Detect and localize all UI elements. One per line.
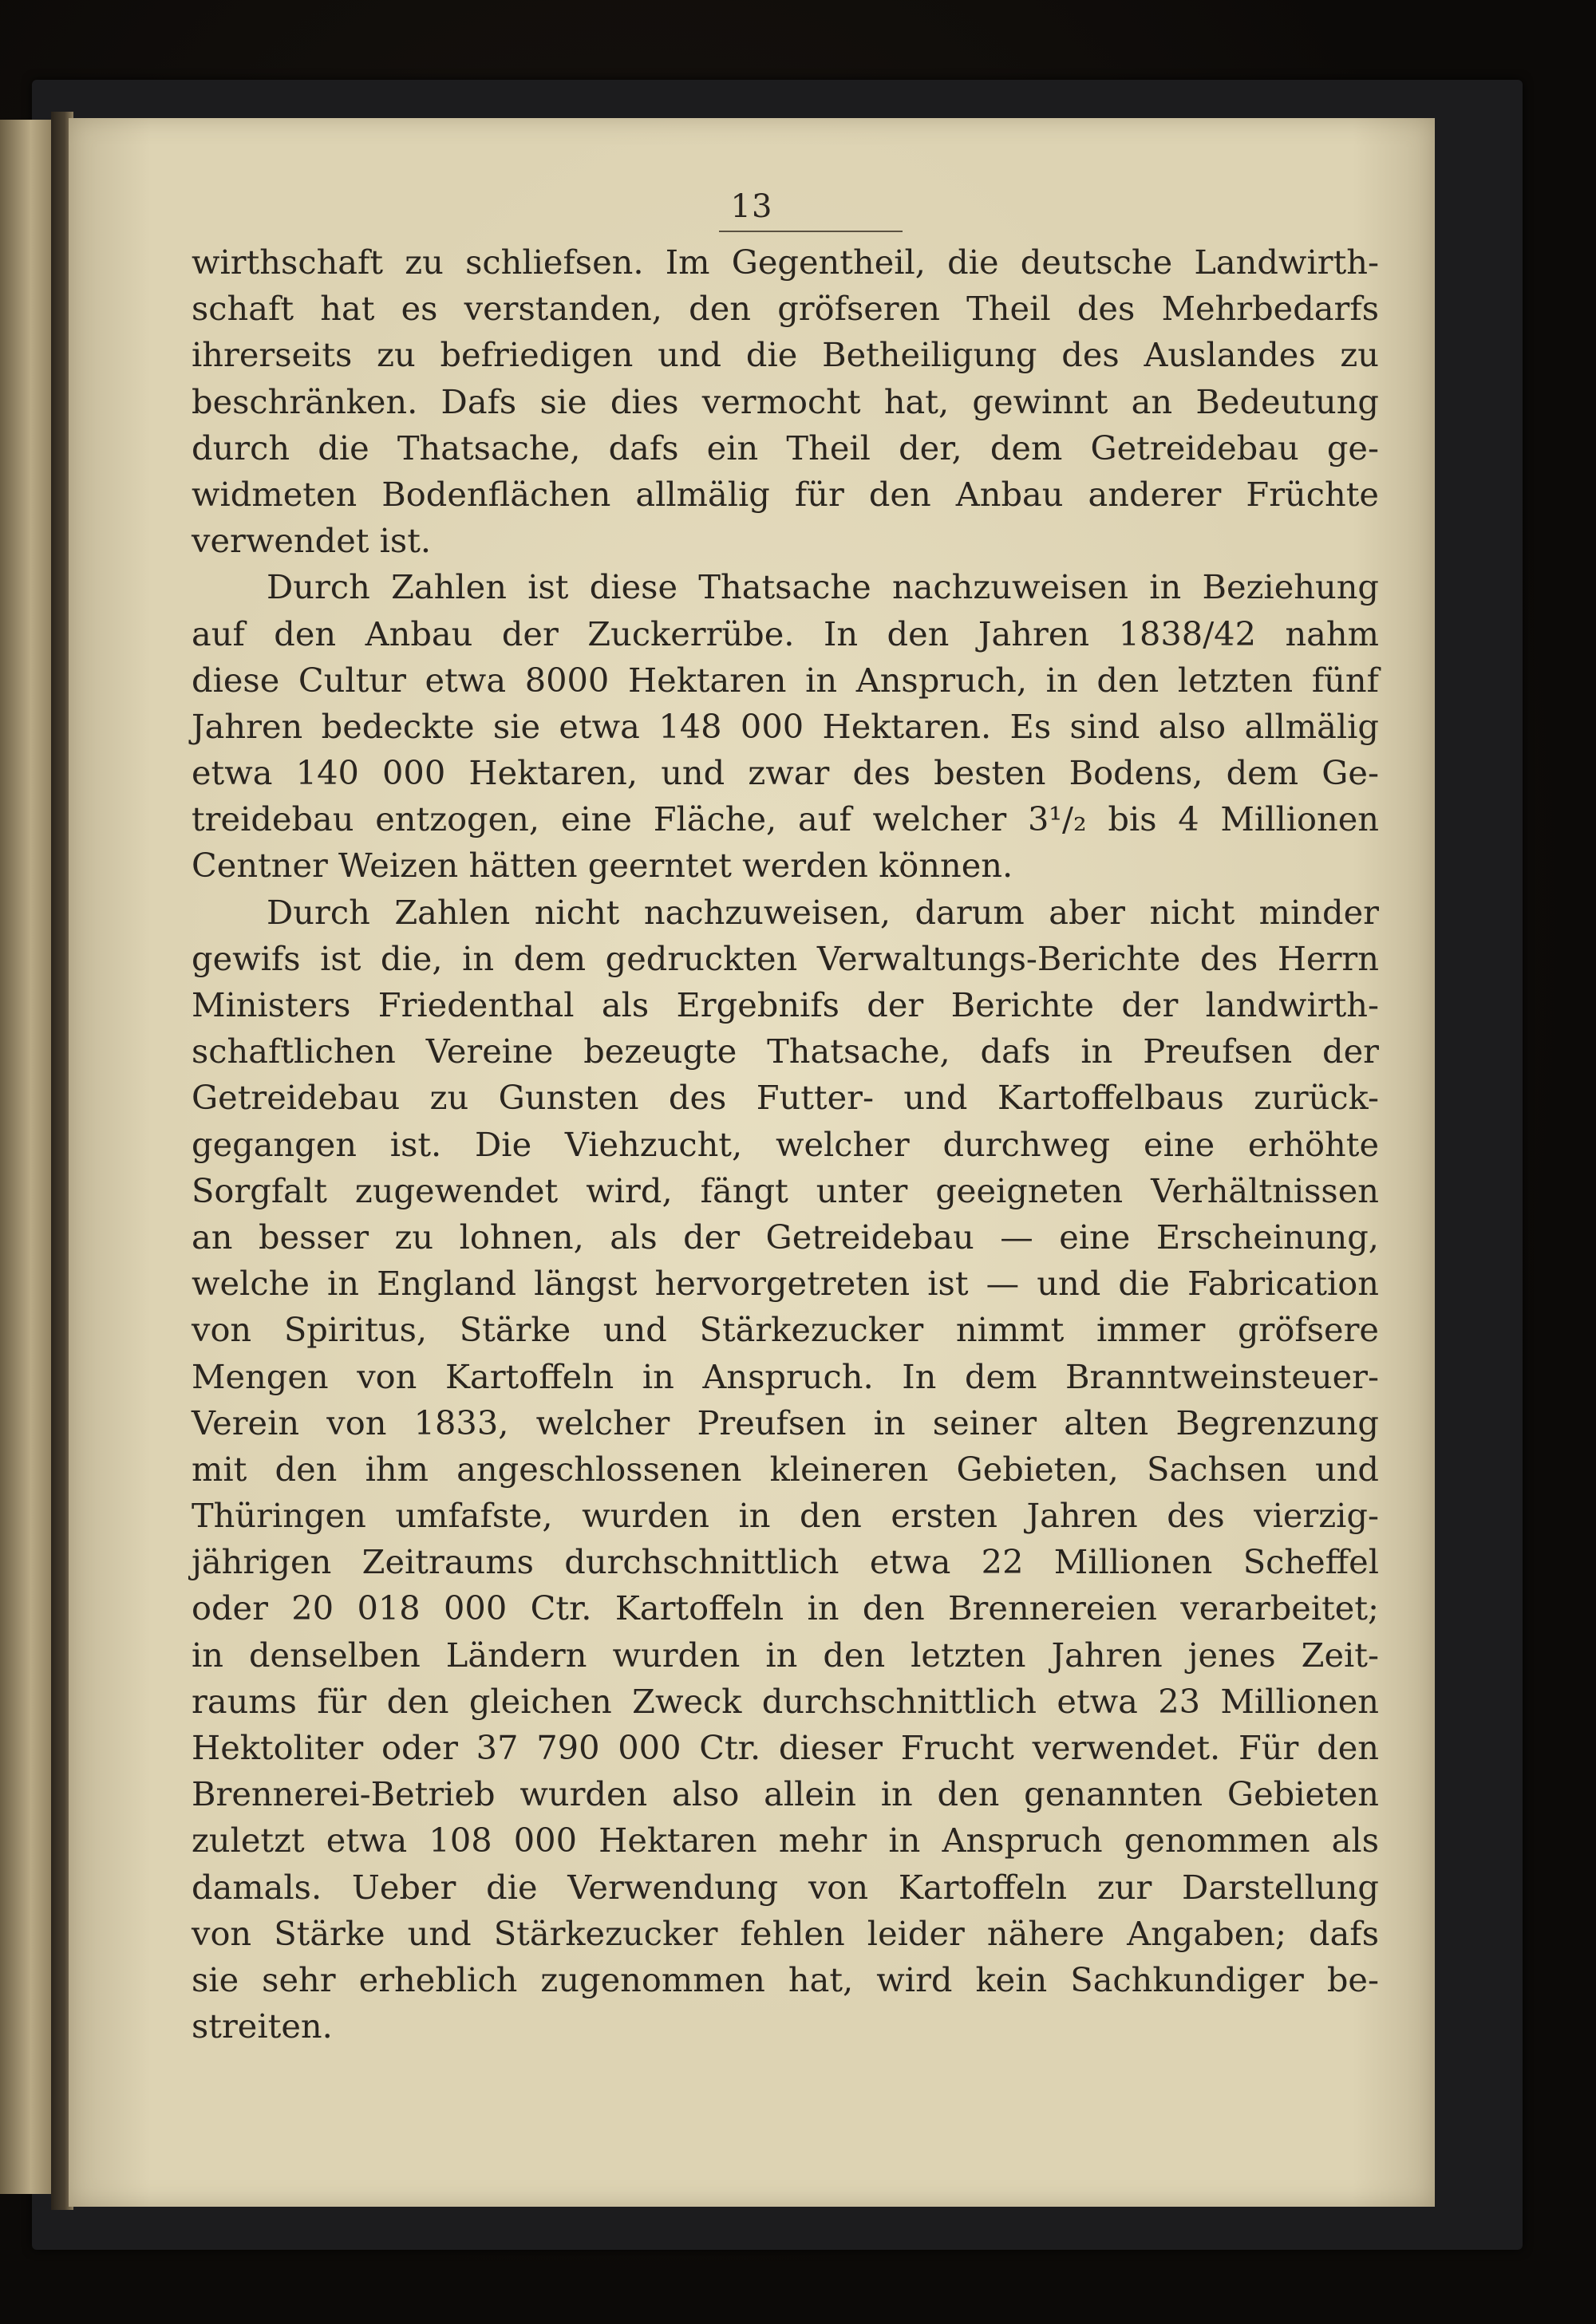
text-line: Sorgfalt zugewendet wird, fängt unter geeigneten Verhältnissen	[192, 1170, 1379, 1210]
text-line: Durch Zahlen nicht nachzuweisen, darum aber nicht minder	[267, 892, 1379, 932]
text-line: oder 20 018 000 Ctr. Kartoffeln in den Brennereien verarbeitet;	[192, 1588, 1379, 1628]
text-line: Brennerei-Betrieb wurden also allein in den genannten Gebieten	[192, 1774, 1379, 1814]
text-line: Hektoliter oder 37 790 000 Ctr. dieser Frucht verwendet. Für den	[192, 1728, 1379, 1767]
text-line: welche in England längst hervorgetreten ist — und die Fabrication	[192, 1264, 1379, 1304]
text-line: verwendet ist.	[192, 521, 432, 561]
previous-page-edge	[0, 120, 56, 2194]
text-line: wirthschaft zu schliefsen. Im Gegentheil, die deutsche Landwirth-	[192, 243, 1379, 282]
text-line: von Spiritus, Stärke und Stärkezucker nimmt immer gröfsere	[192, 1310, 1379, 1350]
text-line: Getreidebau zu Gunsten des Futter- und Kartoffelbaus zurück-	[192, 1078, 1379, 1118]
text-line: etwa 140 000 Hektaren, und zwar des besten Bodens, dem Ge-	[192, 753, 1379, 793]
text-line: widmeten Bodenflächen allmälig für den Anbau anderer Früchte	[192, 474, 1379, 514]
text-line: schaft hat es verstanden, den gröfseren Theil des Mehrbedarfs	[192, 289, 1379, 329]
text-line: durch die Thatsache, dafs ein Theil der, dem Getreidebau ge-	[192, 428, 1379, 468]
header-rule	[719, 231, 903, 232]
text-line: gegangen ist. Die Viehzucht, welcher durchweg eine erhöhte	[192, 1124, 1379, 1164]
text-line: Centner Weizen hätten geerntet werden können.	[192, 846, 1013, 886]
text-line: Thüringen umfafste, wurden in den ersten Jahren des vierzig-	[192, 1496, 1379, 1536]
text-line: gewifs ist die, in dem gedruckten Verwaltungs-Berichte des Herrn	[192, 938, 1379, 978]
text-line: ihrerseits zu befriedigen und die Betheiligung des Auslandes zu	[192, 335, 1379, 375]
text-line: schaftlichen Vereine bezeugte Thatsache, dafs in Preufsen der	[192, 1032, 1379, 1071]
text-line: diese Cultur etwa 8000 Hektaren in Anspruch, in den letzten fünf	[192, 660, 1379, 700]
text-line: zuletzt etwa 108 000 Hektaren mehr in Anspruch genommen als	[192, 1821, 1379, 1860]
text-line: auf den Anbau der Zuckerrübe. In den Jahren 1838/42 nahm	[192, 614, 1379, 653]
text-line: treidebau entzogen, eine Fläche, auf welcher 3¹/₂ bis 4 Millionen	[192, 799, 1379, 839]
text-line: jährigen Zeitraums durchschnittlich etwa 22 Millionen Scheffel	[192, 1542, 1379, 1582]
text-line: raums für den gleichen Zweck durchschnittlich etwa 23 Millionen	[192, 1681, 1379, 1721]
text-line: Verein von 1833, welcher Preufsen in seiner alten Begrenzung	[192, 1403, 1379, 1442]
text-line: Mengen von Kartoffeln in Anspruch. In dem Branntweinsteuer-	[192, 1356, 1379, 1396]
text-line: Jahren bedeckte sie etwa 148 000 Hektaren. Es sind also allmälig	[192, 706, 1379, 746]
text-line: in denselben Ländern wurden in den letzten Jahren jenes Zeit-	[192, 1635, 1379, 1675]
text-line: streiten.	[192, 2006, 333, 2046]
body-text	[192, 239, 1379, 2050]
text-line: Durch Zahlen ist diese Thatsache nachzuweisen in Beziehung	[267, 567, 1379, 607]
text-line: von Stärke und Stärkezucker fehlen leider nähere Angaben; dafs	[192, 1913, 1379, 1953]
text-line: sie sehr erheblich zugenommen hat, wird kein Sachkundiger be-	[192, 1959, 1379, 1999]
page-number: 13	[730, 188, 773, 225]
text-line: damals. Ueber die Verwendung von Kartoffeln zur Darstellung	[192, 1867, 1379, 1907]
text-line: mit den ihm angeschlossenen kleineren Gebieten, Sachsen und	[192, 1449, 1379, 1489]
text-line: Ministers Friedenthal als Ergebnifs der Berichte der landwirth-	[192, 985, 1379, 1024]
text-line: an besser zu lohnen, als der Getreidebau — eine Erscheinung,	[192, 1217, 1379, 1257]
text-line: beschränken. Dafs sie dies vermocht hat, gewinnt an Bedeutung	[192, 381, 1379, 421]
